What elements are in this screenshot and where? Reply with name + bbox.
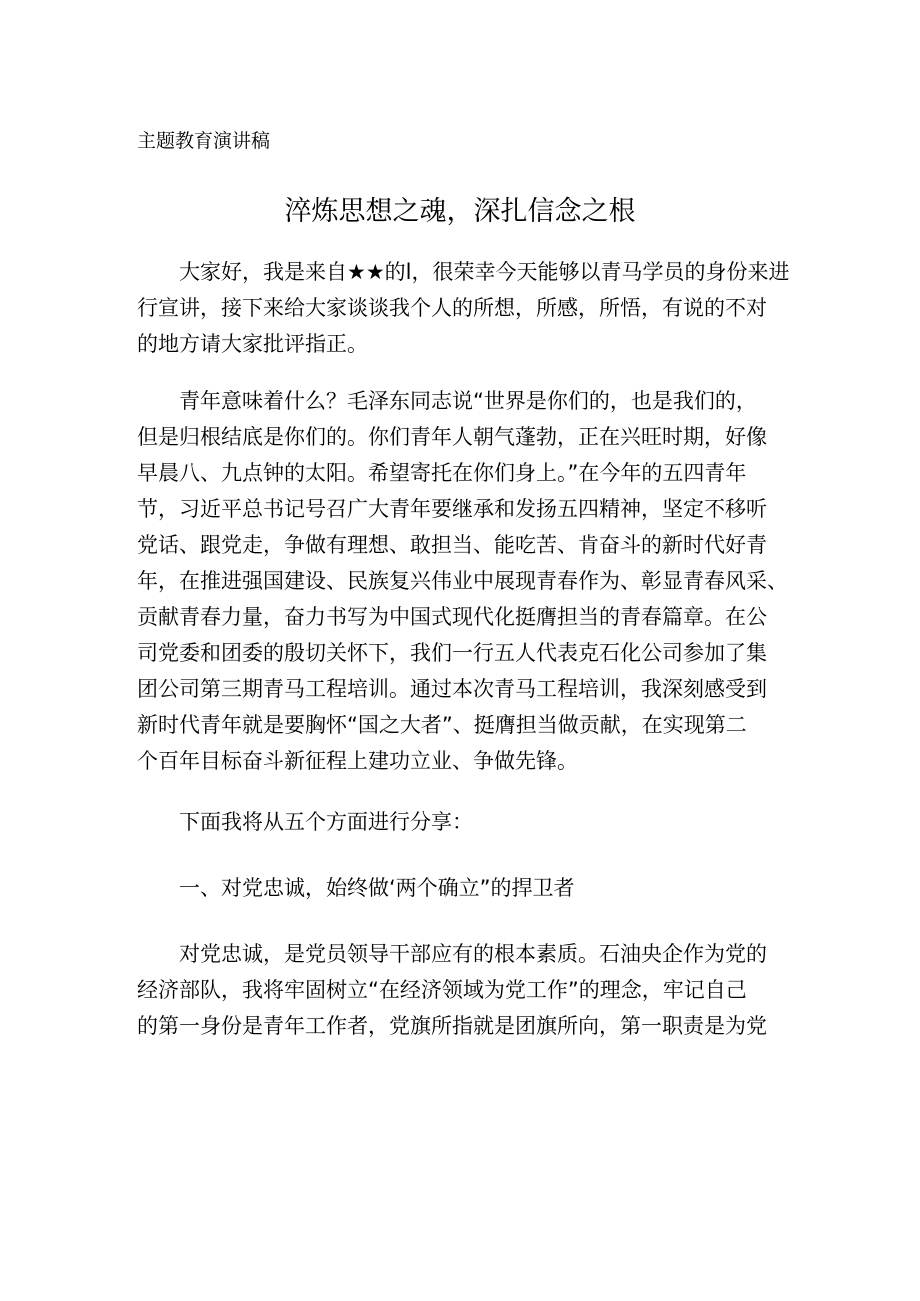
paragraph-line: 大家好，我是来自★★的l，很荣幸今天能够以青马学员的身份来进 (179, 260, 790, 284)
paragraph-youth (137, 383, 787, 779)
paragraph-line: 新时代青年就是要胸怀“国之大者”、挺膺担当做贡献，在实现第二 (137, 713, 747, 737)
paragraph-line: 对党忠诚，是党员领导干部应有的根本素质。石油央企作为党的 (179, 942, 767, 966)
document-title: 淬炼思想之魂，深扎信念之根 (284, 196, 636, 227)
paragraph-line: 行宣讲，接下来给大家谈谈我个人的所想，所感，所悟，有说的不对 (137, 296, 767, 320)
section-heading-text: 一、对党忠诚，始终做‘两个确立”的捍卫者 (179, 876, 575, 900)
paragraph-line: 贡献青春力量，奋力书写为中国式现代化挺膺担当的青春篇章。在公 (137, 605, 767, 629)
paragraph-line: 团公司第三期青马工程培训。通过本次青马工程培训，我深刻感受到 (137, 677, 767, 701)
paragraph-intro-five-aspects (137, 804, 787, 840)
document-label: 主题教育演讲稿 (137, 130, 271, 152)
paragraph-line: 节，习近平总书记号召广大青年要继承和发扬五四精神，坚定不移听 (137, 497, 767, 521)
paragraph-line: 但是归根结底是你们的。你们青年人朝气蓬勃，正在兴旺时期，好像 (137, 425, 767, 449)
paragraph-line: 青年意味着什么？毛泽东同志说“世界是你们的，也是我们的， (179, 389, 757, 413)
document-body (137, 254, 790, 1065)
paragraph-greeting (137, 254, 790, 362)
paragraph-line: 早晨八、九点钟的太阳。希望寄托在你们身上。”在今年的五四青年 (137, 461, 747, 485)
paragraph-line: 经济部队，我将牢固树立“在经济领域为党工作”的理念，牢记自己 (137, 978, 747, 1002)
paragraph-line: 的地方请大家批评指正。 (137, 332, 368, 356)
paragraph-loyalty (137, 936, 787, 1044)
paragraph-line: 个百年目标奋斗新征程上建功立业、争做先锋。 (137, 749, 578, 773)
section-heading-1 (137, 870, 787, 906)
paragraph-line: 的第一身份是青年工作者，党旗所指就是团旗所向，第一职责是为党 (137, 1014, 767, 1038)
paragraph-line: 下面我将从五个方面进行分享： (179, 810, 473, 834)
paragraph-line: 司党委和团委的殷切关怀下，我们一行五人代表克石化公司参加了集 (137, 641, 767, 665)
paragraph-line: 年，在推进强国建设、民族复兴伟业中展现青春作为、彰显青春风采、 (137, 569, 788, 593)
paragraph-line: 党话、跟党走，争做有理想、敢担当、能吃苦、肯奋斗的新时代好青 (137, 533, 767, 557)
